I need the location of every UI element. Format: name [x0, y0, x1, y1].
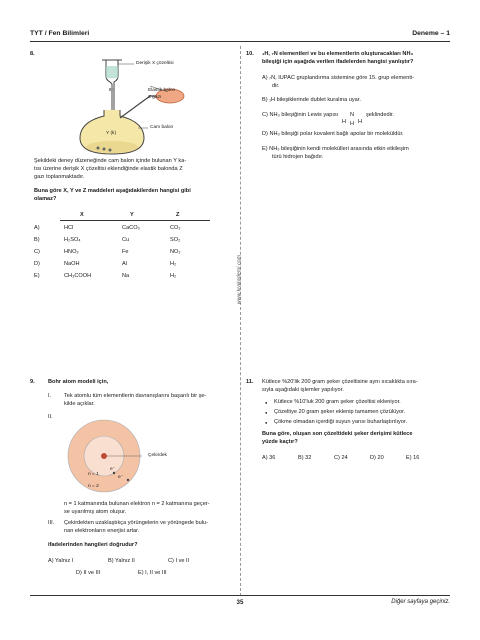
label-x-solution: Derişik X çözeltisi [136, 61, 174, 66]
label-z-gas: Z gazı [148, 95, 162, 100]
q11-question-1: Buna göre, oluşan son çözeltideki şeker derişimi kütlece [262, 431, 413, 437]
q9-option-e[interactable]: E) I, II ve III [138, 570, 167, 576]
q8-question-2: olamaz? [34, 196, 57, 202]
q10-title-1: ₁H, ₇N elementleri ve bu elementlerin oluşturacakları NH₃ [262, 51, 414, 57]
q8-option-c[interactable]: C) HNO₃ Fe NO₂ [34, 249, 181, 255]
q10-option-c-1[interactable]: C) NH₃ bileşiğinin Lewis yapısı [262, 112, 339, 118]
footer-rule [30, 595, 450, 596]
q10-option-c-2: şeklindedir. [366, 112, 394, 118]
q8-stem-3: gazı toplanmaktadır. [34, 174, 85, 180]
q8-option-e[interactable]: E) CH₃COOH Na H₂ [34, 273, 177, 279]
q9-item-2b: se uyarılmış atom oluşur. [64, 509, 127, 515]
q9-option-d[interactable]: D) II ve III [76, 570, 101, 576]
label-n2: n = 2 [88, 484, 99, 489]
q8-question-1: Buna göre X, Y ve Z maddeleri aşağıdakilerden hangisi gibi [34, 188, 191, 194]
page-number: 35 [236, 599, 244, 606]
nucleus [101, 453, 107, 459]
q9-item-3a: Çekirdekten uzaklaştıkça yörüngelerin ve yörüngede bulu- [64, 520, 208, 526]
q8-table-header: X Y Z [80, 212, 180, 218]
column-divider [240, 46, 241, 596]
q10-option-a-1[interactable]: A) ₇N, IUPAC gruplandırma sistemine göre 15. grup elementi- [262, 75, 414, 81]
q9-title: Bohr atom modeli için, [48, 379, 109, 385]
q9-option-a[interactable]: A) Yalnız I [48, 558, 74, 564]
label-balloon: Elastik balon [148, 88, 176, 93]
q9-roman-2: II. [48, 414, 53, 420]
q8-option-d[interactable]: D) NaOH Al H₂ [34, 261, 177, 267]
q11-step-1: ● Kütlece %10'luk 200 gram şeker çözeltisi ekleniyor. [274, 399, 401, 406]
q11-text-1: Kütlece %20'lik 200 gram şeker çözeltisine aynı sıcaklıkta sıra- [262, 379, 418, 385]
header-exam: Deneme – 1 [412, 30, 450, 37]
q10-option-e-2: türü hidrojen bağıdır. [272, 154, 324, 160]
q8-number: 8. [30, 51, 35, 57]
q11-option-a[interactable]: A) 36 [262, 455, 276, 461]
q11-step-2: ● Çözeltiye 20 gram şeker eklenip tamamen çözülüyor. [274, 409, 405, 416]
q11-option-b[interactable]: B) 32 [298, 455, 312, 461]
q9-number: 9. [30, 379, 35, 385]
next-page-note: Diğer sayfaya geçiniz. [391, 599, 450, 605]
q10-title-2: bileşiği için aşağıda verilen ifadelerden hangisi yanlıştır? [262, 59, 414, 65]
q8-table-rule [60, 220, 210, 221]
q9-roman-1: I. [48, 393, 52, 399]
q9-option-b[interactable]: B) Yalnız II [108, 558, 135, 564]
q9-option-c[interactable]: C) I ve II [168, 558, 190, 564]
q8-option-a[interactable]: A) HCl CaCO₃ CO₂ [34, 225, 181, 231]
q9-roman-3: III. [48, 520, 55, 526]
q9-question: ifadelerinden hangileri doğrudur? [48, 542, 138, 548]
q11-text-2: sıyla aşağıdaki işlemler yapılıyor. [262, 387, 344, 393]
q10-option-b[interactable]: B) ₁H bileşiklerinde dublet kuralına uyar. [262, 97, 361, 103]
watermark: www.krakademi.com [236, 254, 243, 305]
q11-step-3: ● Çökme olmadan içerdiği suyun yarısı buharlaştırılıyor. [274, 419, 407, 426]
q10-option-a-2: dir. [272, 83, 280, 89]
q11-question-2: yüzde kaçtır? [262, 439, 298, 445]
q9-item-3b: nan elektronların enerjisi artar. [64, 528, 140, 534]
q10-number: 10. [246, 51, 254, 57]
label-nucleus: Çekirdek [148, 453, 167, 458]
label-electron-2: e⁻ [118, 475, 124, 480]
q11-option-c[interactable]: C) 24 [334, 455, 348, 461]
q10-option-d[interactable]: D) NH₃ bileşiği polar kovalent bağlı apolar bir moleküldür. [262, 131, 404, 137]
header-rule [30, 41, 450, 42]
q8-stem-1: Şekildeki deney düzeneğinde cam balon içinde bulunan Y ka- [34, 158, 187, 164]
q9-item-1b: kilde açıklar. [64, 401, 95, 407]
label-glass-flask: Cam balon [150, 125, 174, 130]
lewis-structure-nh3: N H H H [342, 112, 363, 127]
q11-number: 11. [246, 379, 254, 385]
label-y-solid: Y (k) [106, 131, 117, 136]
q9-item-1a: Tek atomlu tüm elementlerin davranışlarını başarılı bir şe- [64, 393, 207, 399]
q8-stem-2: tısı üzerine derişik X çözeltisi eklendiğinde elastik balonda Z [34, 166, 183, 172]
q11-option-e[interactable]: E) 16 [406, 455, 420, 461]
label-n1: n = 1 [88, 472, 99, 477]
header-title: TYT / Fen Bilimleri [30, 30, 90, 37]
funnel-liquid [106, 66, 118, 78]
q8-apparatus-diagram [58, 48, 208, 158]
q9-bohr-atom-diagram [62, 416, 162, 496]
q8-option-b[interactable]: B) H₂SO₄ Cu SO₂ [34, 237, 181, 243]
q10-option-e-1[interactable]: E) NH₃ bileşiğinin kendi molekülleri arasında etkin etkileşim [262, 146, 409, 152]
q9-item-2a: n = 1 katmanında bulunan elektron n = 2 katmanına geçer- [64, 501, 210, 507]
q11-option-d[interactable]: D) 20 [370, 455, 384, 461]
label-electron-1: e⁻ [110, 467, 116, 472]
